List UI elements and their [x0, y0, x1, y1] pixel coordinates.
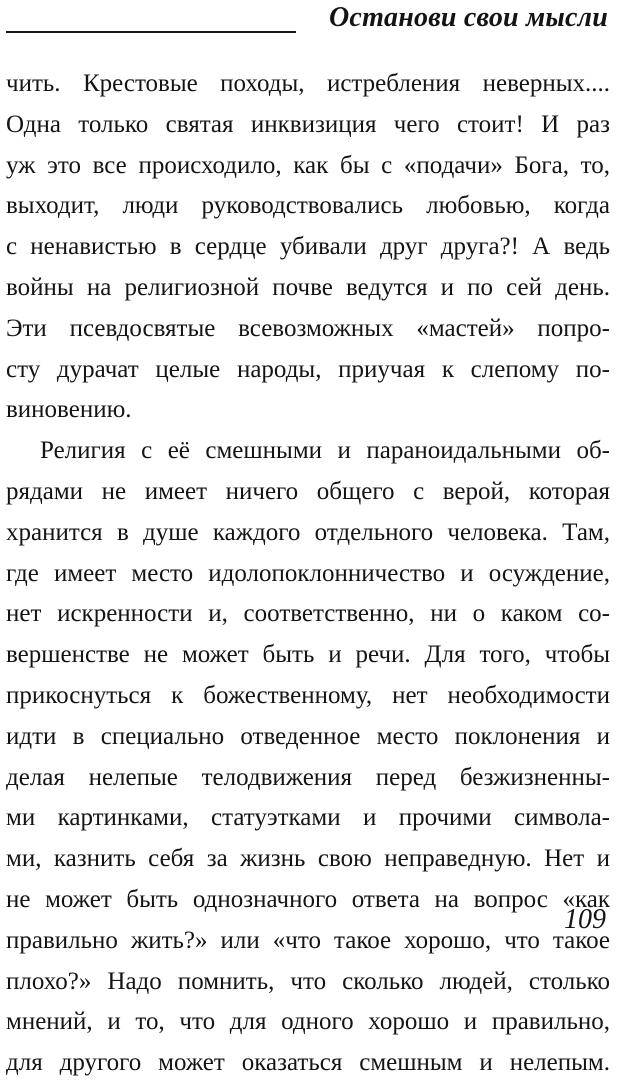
- text-line: Эти псевдосвятые всевозможных «мастей» попро-: [6, 314, 610, 342]
- text-line: для другого может оказаться смешным и нелепым.: [6, 1049, 610, 1077]
- text-line: виновению.: [6, 396, 132, 424]
- paragraph: [6, 431, 610, 1084]
- text-line: делая нелепые телодвижения перед безжизненны-: [6, 763, 610, 791]
- text-line: выходит, люди руководствовались любовью, когда: [6, 192, 610, 220]
- text-line: плохо?» Надо помнить, что сколько людей, столько: [6, 967, 610, 995]
- text-line: нет искренности и, соответственно, ни о каком со-: [6, 600, 610, 628]
- text-line: ми картинками, статуэтками и прочими символа-: [6, 804, 610, 832]
- text-line: Одна только святая инквизиция чего стоит! И раз: [6, 110, 610, 138]
- text-line: где имеет место идолопоклонничество и осуждение,: [6, 559, 610, 587]
- text-line: вершенстве не может быть и речи. Для того, чтобы: [6, 641, 610, 669]
- page-header: [0, 0, 620, 40]
- running-title: Останови свои мысли: [329, 2, 608, 33]
- text-line: войны на религиозной почве ведутся и по сей день.: [6, 273, 610, 301]
- page-number: 109: [564, 904, 606, 935]
- text-line: уж это все происходило, как бы с «подачи» Бога, то,: [6, 151, 610, 179]
- text-line: Религия с её смешными и параноидальными об-: [40, 437, 610, 465]
- text-line: ми, казнить себя за жизнь свою неправедную. Нет и: [6, 845, 610, 873]
- body-text: [6, 64, 610, 1084]
- text-line: идти в специально отведенное место поклонения и: [6, 722, 610, 750]
- text-line: правильно жить?» или «что такое хорошо, что такое: [6, 926, 610, 954]
- text-line: сту дурачат целые народы, приучая к слепому по-: [6, 355, 610, 383]
- text-line: с ненавистью в сердце убивали друг друга?! А ведь: [6, 233, 610, 261]
- header-rule: [6, 31, 296, 33]
- text-line: прикоснуться к божественному, нет необходимости: [6, 681, 610, 709]
- paragraph: [6, 64, 610, 431]
- text-line: хранится в душе каждого отдельного человека. Там,: [6, 518, 610, 546]
- text-line: рядами не имеет ничего общего с верой, которая: [6, 477, 610, 505]
- text-line: мнений, и то, что для одного хорошо и правильно,: [6, 1008, 610, 1036]
- text-line: не может быть однозначного ответа на вопрос «как: [6, 885, 610, 913]
- text-line: чить. Крестовые походы, истребления неверных....: [6, 70, 610, 97]
